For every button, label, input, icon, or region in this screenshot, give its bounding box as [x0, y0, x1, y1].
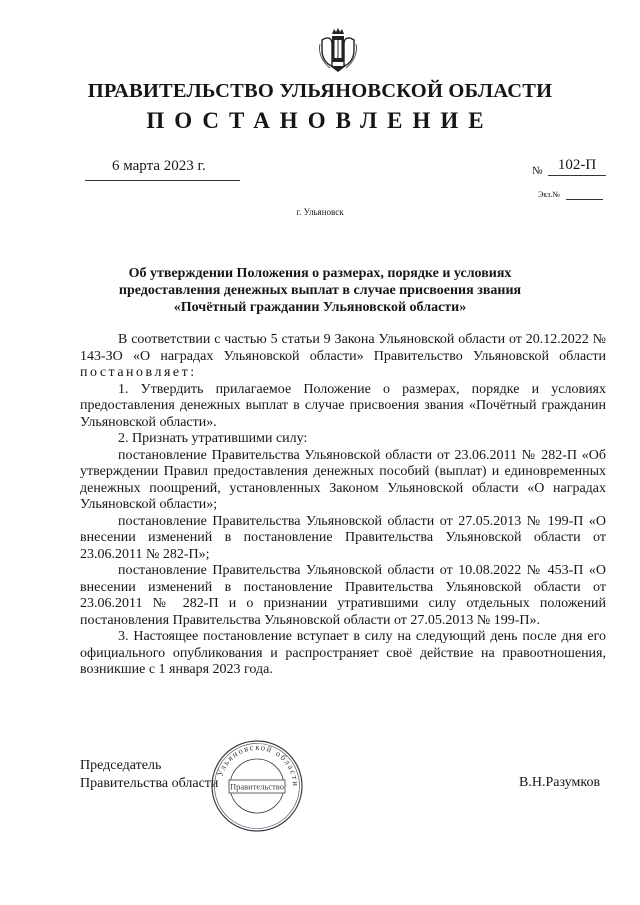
document-type-title: ПОСТАНОВЛЕНИЕ: [146, 108, 494, 133]
heading-line: «Почётный гражданин Ульяновской области»: [173, 300, 467, 315]
seal-ring-text: Ульяновской области: [214, 741, 302, 788]
seal-center-text: Правительство: [229, 781, 285, 792]
signatory-title: [80, 757, 218, 793]
document-date: 6 марта 2023 г.: [112, 158, 206, 174]
preamble-text: В соответствии с частью 5 статьи 9 Закона Ульяновской области от 20.12.2022 № 143-ЗО «О наградах Ульяновской области» Правительство Ульяновской области: [80, 332, 606, 364]
body-paragraph: 3. Настоящее постановление вступает в силу на следующий день после дня его официального опубликования и распространяет своё действие на правоотношения, возникшие с 1 января 2023 года.: [80, 629, 606, 677]
signatory-name: В.Н.Разумков: [519, 775, 601, 790]
date-underline: [85, 180, 240, 181]
body-paragraph: постановление Правительства Ульяновской области от 23.06.2011 № 282-П «Об утверждении Правил предоставления денежных пособий (выплат) и единовременных денежных поощрений, установленных Законом Ульяновской области «О наградах Ульяновской области»;: [80, 447, 606, 512]
body-paragraph: постановление Правительства Ульяновской области от 10.08.2022 № 453-П «О внесении изменений в постановление Правительства Ульяновской области от 23.06.2011 № 282-П и о признании утратившими силу отдельных положений постановления Правительства Ульяновской области от 27.05.2013 № 199-П».: [80, 563, 606, 628]
document-number: 102-П: [548, 157, 606, 176]
copy-number-line: [566, 199, 603, 200]
heading-line: Об утверждении Положения о размерах, порядке и условиях: [128, 266, 512, 281]
government-title: ПРАВИТЕЛЬСТВО УЛЬЯНОВСКОЙ ОБЛАСТИ: [87, 80, 553, 102]
copy-number-label: Экз.№: [538, 190, 560, 199]
signatory-title-line: Правительства области: [80, 776, 219, 791]
body-paragraph: постановление Правительства Ульяновской области от 27.05.2013 № 199-П «О внесении изменений в постановление Правительства Ульяновской области от 23.06.2011 № 282-П»;: [80, 513, 606, 562]
heading-line: предоставления денежных выплат в случае присвоения звания: [118, 283, 522, 298]
number-sign: №: [532, 165, 543, 177]
official-seal: [209, 738, 305, 834]
city-label: г. Ульяновск: [296, 207, 344, 217]
body-paragraph: 2. Признать утратившими силу:: [118, 431, 308, 446]
document-body: [80, 332, 606, 679]
signatory-title-line: Председатель: [80, 758, 162, 773]
body-paragraph: [80, 332, 606, 382]
resolves-word: постановляет:: [80, 365, 197, 380]
coat-of-arms-emblem: [318, 26, 358, 74]
document-heading: [70, 265, 570, 316]
body-paragraph: 1. Утвердить прилагаемое Положение о размерах, порядке и условиях предоставления денежных выплат в случае присвоения звания «Почётный гражданин Ульяновской области».: [80, 381, 606, 430]
